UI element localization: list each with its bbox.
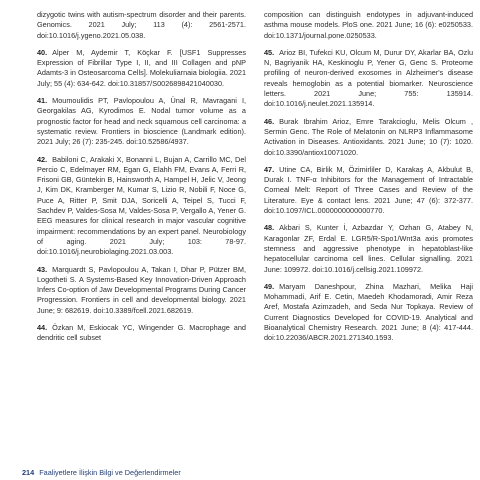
reference-number: 47. bbox=[264, 164, 275, 174]
reference-number: 49. bbox=[264, 281, 275, 291]
reference-entry bbox=[37, 96, 246, 147]
reference-number: 42. bbox=[37, 154, 48, 164]
reference-entry bbox=[264, 48, 473, 110]
right-column bbox=[264, 10, 473, 351]
reference-entry bbox=[264, 165, 473, 216]
reference-entry bbox=[37, 265, 246, 316]
reference-entry bbox=[37, 48, 246, 89]
reference-text: Utine CA, Birlik M, Özimirliler D, Karakaş A, Akbulut B, Durak I. TNF-α Inhibitors for the Management of Intractable Corneal Melt: Report of Three Cases and Review of the Literature. Eye & contact lens. 2021 June; 47 (6): 372-377. doi:10.1097/ICL.0000000000000770. bbox=[264, 164, 473, 216]
reference-text: Alper M, Aydemir T, Köçkar F. [USF1 Suppresses Expression of Fibrillar Type I, II, and III Collagen and pNP Adamts-3 in Osteosarcoma Cells]. Molekuliarnaia biologiia. 2021 July; 55 (4): 634-642. doi:10.31857/S0026898421040030. bbox=[37, 47, 246, 88]
reference-text: Babiloni C, Arakaki X, Bonanni L, Bujan A, Carrillo MC, Del Percio C, Edelmayer RM, Egan G, Elahh FM, Evans A, Ferri R, Frisoni GB, Güntekin B, Hainsworth A, Hampel H, Jelic V, Jeong J, Kim DK, Kramberger M, Kumar S, Lizio R, Nobili F, Noce G, Puce A, Ritter P, Smit DJA, Soricelli A, Teipel S, Tucci F, Sachdev P, Valdes-Sosa M, Valdes-Sosa P, Vergallo A, Yener G. EEG measures for clinical research in major vascular cognitive impairment: recommendations by an expert panel. Neurobiology of aging. 2021 July; 103: 78-97. doi:10.1016/j.neurobiolaging.2021.03.003. bbox=[37, 154, 246, 257]
reference-number: 43. bbox=[37, 264, 48, 274]
reference-entry bbox=[264, 10, 473, 41]
reference-text: Moumoulidis PT, Pavlopoulou A, Ünal R, Mavragani I, Georgakilas AG, Kyrodimos E. Nodal tumor volume as a prognostic factor for head and neck squamous cell carcinoma: a systematic review. Frontiers in bioscience (Landmark edition). 2021 July; 26 (7): 235-245. doi:10.52586/4937. bbox=[37, 96, 246, 147]
reference-entry bbox=[37, 323, 246, 344]
reference-text: Maryam Daneshpour, Zhina Mazhari, Melika Haji Mohammadi, Arif E. Cetin, Maedeh Khodamoradi, Amir Reza Aref, Mostafa Azimzadeh, and Seda Nur Topkaya. Review of Current Diagnostics Developed for COVID-19. Analytical and Bioanalytical Chemistry Research. 2021 June; 8 (4): 417-444. doi:10.22036/ABCR.2021.271340.1593. bbox=[264, 281, 473, 343]
reference-entry bbox=[264, 282, 473, 344]
reference-entry bbox=[264, 223, 473, 274]
reference-number: 45. bbox=[264, 47, 275, 57]
reference-text: dizygotic twins with autism-spectrum disorder and their parents. Genomics. 2021 July; 113 (4): 2561-2571. doi:10.1016/j.ygeno.2021.05.038. bbox=[37, 10, 246, 40]
left-column bbox=[37, 10, 246, 351]
reference-text: Özkan M, Eskiocak YC, Wingender G. Macrophage and dendritic cell subset bbox=[37, 323, 246, 343]
reference-number: 40. bbox=[37, 47, 48, 57]
page-footer bbox=[22, 468, 181, 477]
reference-text: Akbari S, Kunter İ, Azbazdar Y, Ozhan G, Atabey N, Karagonlar ZF, Erdal E. LGR5/R-Spo1/Wnt3a axis promotes stemness and aggressive phenotype in hepatoblast-like hepatocellular carcinoma cell lines. Cellular signalling. 2021 June: 109972. doi:10.1016/j.cellsig.2021.109972. bbox=[264, 223, 473, 274]
reference-number: 44. bbox=[37, 323, 48, 333]
reference-number: 41. bbox=[37, 96, 48, 106]
reference-text: composition can distinguish endotypes in adjuvant-induced asthma mouse models. PloS one. 2021 June; 16 (6): e0250533. doi:10.1371/journal.pone.0250533. bbox=[264, 10, 473, 40]
reference-number: 48. bbox=[264, 223, 275, 233]
reference-text: Burak Ibrahim Arioz, Emre Tarakcioglu, Melis Olcum , Sermin Genc. The Role of Melatonin on NLRP3 Inflammasome Activation in Diseases. Antioxidants. 2021 June; 10 (7): 1020. doi:10.3390/antiox10071020. bbox=[264, 116, 473, 157]
reference-entry bbox=[37, 10, 246, 41]
reference-entry bbox=[264, 117, 473, 158]
page-number: 214 bbox=[22, 468, 35, 477]
reference-text: Marquardt S, Pavlopoulou A, Takan I, Dhar P, Pützer BM, Logotheti S. A Systems-Based Key Innovation-Driven Approach Infers Co-option of Jaw Developmental Programs During Cancer Progression. Frontiers in cell and developmental biology. 2021 June; 9: 682619. doi:10.3389/fcell.2021.682619. bbox=[37, 264, 246, 315]
footer-section-title: Faaliyetlere İlişkin Bilgi ve Değerlendirmeler bbox=[39, 468, 181, 477]
reference-entry bbox=[37, 155, 246, 258]
reference-text: Arioz BI, Tufekci KU, Olcum M, Durur DY, Akarlar BA, Ozlu N, Bagriyanik HA, Keskinoglu P, Yener G, Genc S. Proteome profiling of neuron-derived exosomes in Alzheimer's disease reveals hemoglobin as a potential biomarker. Neuroscience letters. 2021 June; 755: 135914. doi:10.1016/j.neulet.2021.135914. bbox=[264, 47, 473, 109]
reference-number: 46. bbox=[264, 116, 275, 126]
